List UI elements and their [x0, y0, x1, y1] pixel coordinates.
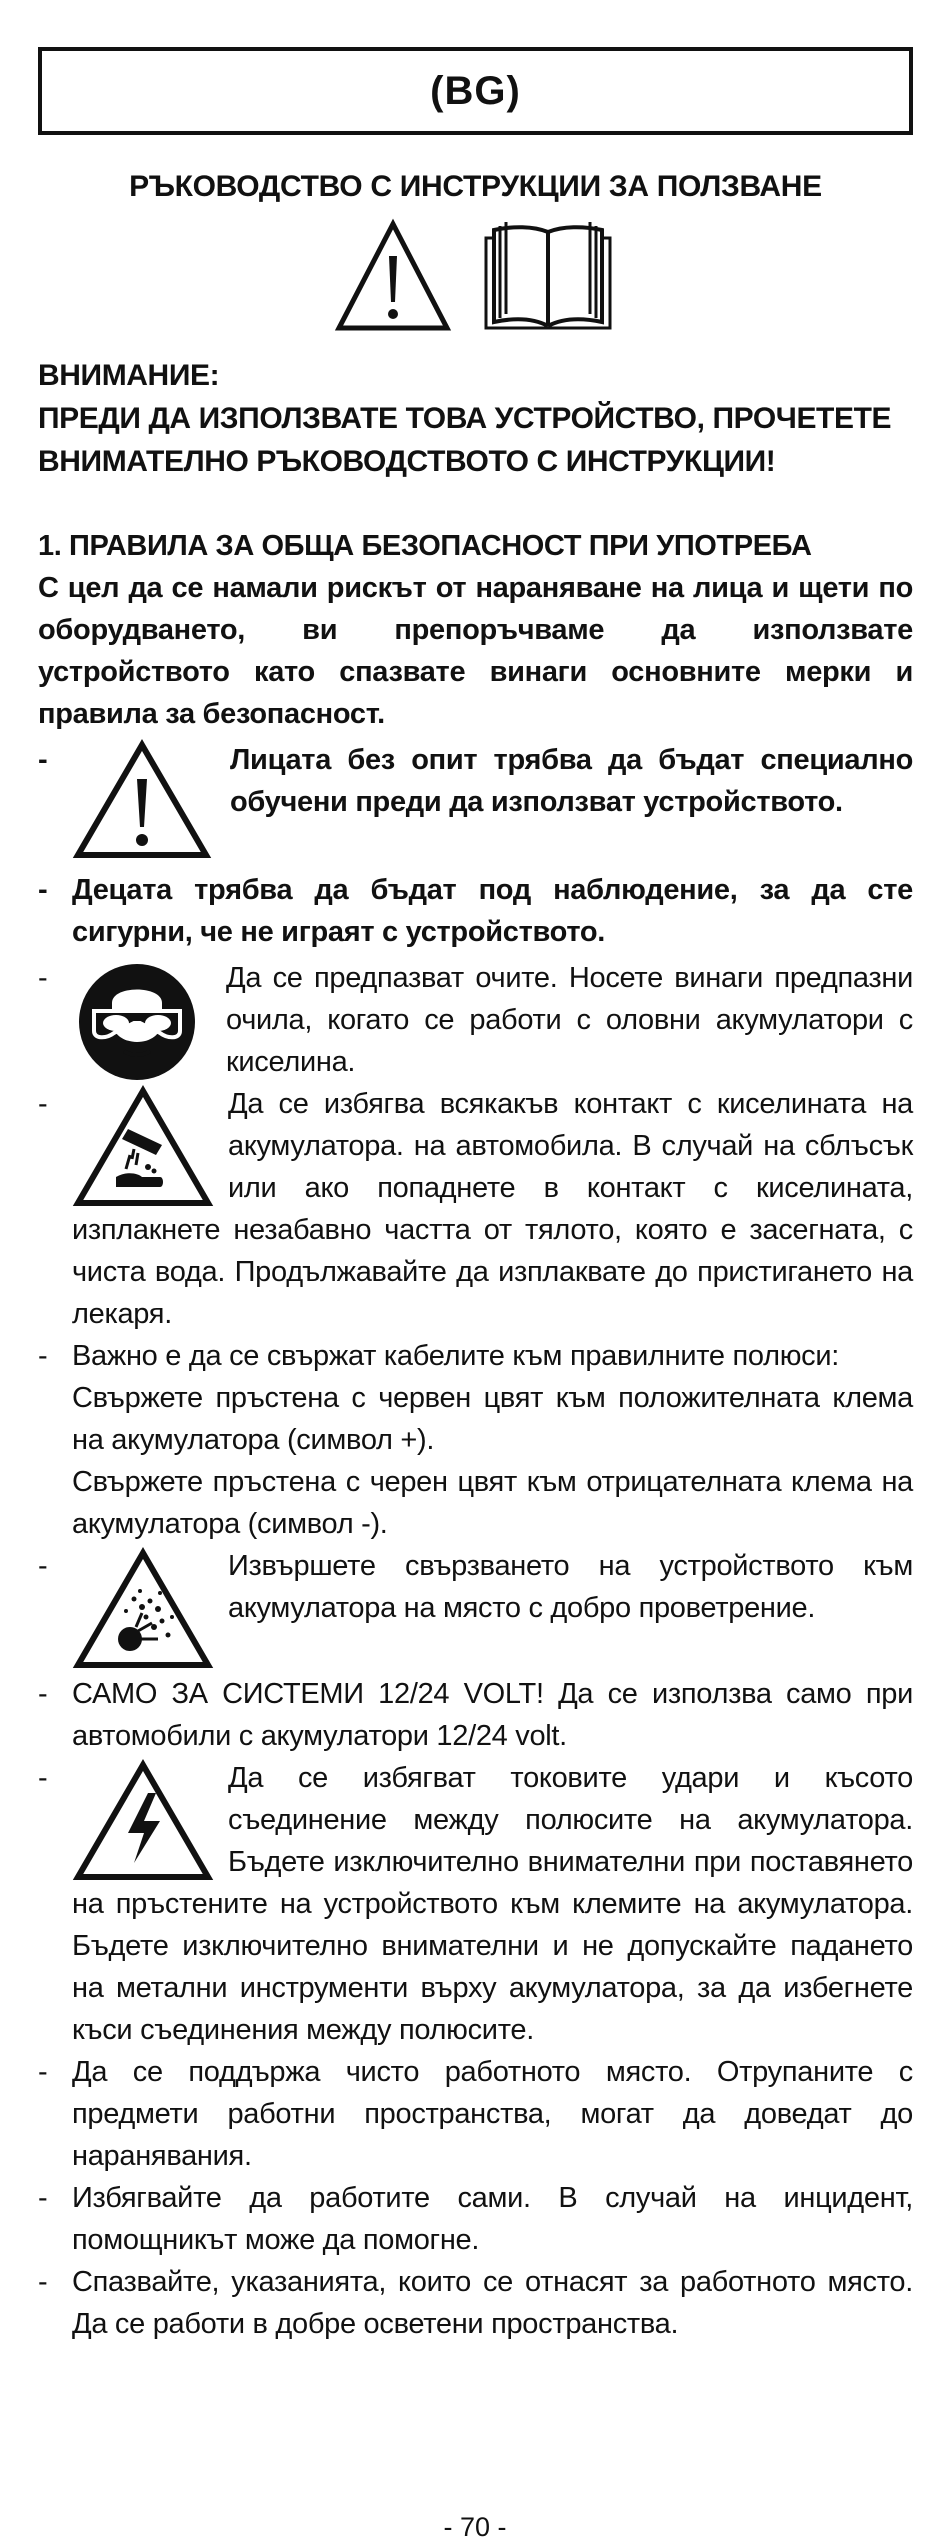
item-text: Да се избягва всякакъв контакт с киселината на акумулатора. на автомобила. В случай на сблъсък или ако попаднете в контакт с киселината, изплакнете незабавно частта от тялото, която е засегната, с чиста вода. Продължавайте да изплаквате до пристигането на лекаря.: [72, 1088, 913, 1330]
acid-corrosive-icon: [72, 1085, 214, 1209]
list-item-experience: [38, 739, 913, 861]
bullet-dash: -: [38, 1678, 48, 1710]
polarity-intro: Важно е да се свържат кабелите към правилните полюси:: [72, 1340, 840, 1372]
bullet-dash: -: [38, 1088, 48, 1120]
goggles-icon: [78, 963, 196, 1081]
page-number: - 70 -: [443, 2512, 507, 2542]
language-header: [38, 47, 913, 135]
item-text: Да се предпазват очите. Носете винаги предпазни очила, когато се работи с оловни акумулатори с киселина.: [226, 962, 913, 1078]
manual-page: [38, 0, 913, 2345]
attention-text: ПРЕДИ ДА ИЗПОЛЗВАТЕ ТОВА УСТРОЙСТВО, ПРОЧЕТЕТЕ ВНИМАТЕЛНО РЪКОВОДСТВОТО С ИНСТРУКЦИИ!: [38, 402, 892, 478]
electric-shock-icon: [72, 1759, 214, 1883]
bullet-dash: -: [38, 1340, 48, 1372]
bullet-dash: -: [38, 2056, 48, 2088]
open-book-icon: [478, 218, 618, 338]
list-item-children: [38, 869, 913, 953]
list-item-eyes: [38, 957, 913, 1083]
bullet-dash: -: [38, 1762, 48, 1794]
list-item-acid: [38, 1083, 913, 1335]
list-item-alone: [38, 2177, 913, 2261]
bullet-dash: -: [38, 874, 48, 906]
polarity-black: Свържете пръстена с черен цвят към отрицателната клема на акумулатора (символ -).: [72, 1466, 913, 1540]
section-intro: С цел да се намали рискът от нараняване на лица и щети по оборудването, ви препоръчваме да използвате устройството като спазвате винаги основните мерки и правила за безопасност.: [38, 572, 913, 730]
item-text: Извършете свързването на устройството към акумулатора на място с добро проветрение.: [228, 1550, 913, 1624]
list-item-systems: [38, 1673, 913, 1757]
item-text: Избягвайте да работите сами. В случай на инцидент, помощникът може да помогне.: [72, 2182, 913, 2256]
polarity-red: Свържете пръстена с червен цвят към положителната клема на акумулатора (символ +).: [72, 1382, 913, 1456]
list-item-clean: [38, 2051, 913, 2177]
list-item-electric: [38, 1757, 913, 2051]
list-item-ventilation: [38, 1545, 913, 1671]
document-title: РЪКОВОДСТВО С ИНСТРУКЦИИ ЗА ПОЛЗВАНЕ: [129, 170, 822, 203]
explosive-gas-icon: [72, 1547, 214, 1671]
attention-block: [38, 354, 913, 483]
bullet-dash: -: [38, 744, 48, 776]
item-text: Децата трябва да бъдат под наблюдение, за да сте сигурни, че не играят с устройството.: [72, 874, 913, 948]
language-code: (BG): [430, 68, 521, 113]
bullet-dash: -: [38, 962, 48, 994]
item-text: Лицата без опит трябва да бъдат специално обучени преди да използват устройството.: [230, 744, 913, 818]
attention-label: ВНИМАНИЕ:: [38, 359, 220, 392]
bullet-dash: -: [38, 1550, 48, 1582]
warning-triangle-icon: [334, 218, 452, 338]
bullet-dash: -: [38, 2266, 48, 2298]
item-text: САМО ЗА СИСТЕМИ 12/24 VOLT! Да се използва само при автомобили с акумулатори 12/24 volt.: [72, 1678, 913, 1752]
item-text: Спазвайте, указанията, които се отнасят за работното място. Да се работи в добре осветени пространства.: [72, 2266, 913, 2340]
item-text: Да се избягват токовите удари и късото съединение между полюсите на акумулатора. Бъдете изключително внимателни при поставянето на пръстените на устройството към клемите на акумулатора. Бъдете изключително внимателни и не допускайте падането на метални инструменти върху акумулатора, за да избегнете къси съединения между полюсите.: [72, 1762, 913, 2046]
top-icons: [38, 218, 913, 338]
warning-triangle-icon: [72, 739, 212, 861]
item-text: Да се поддържа чисто работното място. Отрупаните с предмети работни пространства, могат да доведат до наранявания.: [72, 2056, 913, 2172]
bullet-dash: -: [38, 2182, 48, 2214]
section-title: 1. ПРАВИЛА ЗА ОБЩА БЕЗОПАСНОСТ ПРИ УПОТРЕБА: [38, 530, 812, 562]
list-item-polarity: [38, 1335, 913, 1545]
list-item-workplace: [38, 2261, 913, 2345]
